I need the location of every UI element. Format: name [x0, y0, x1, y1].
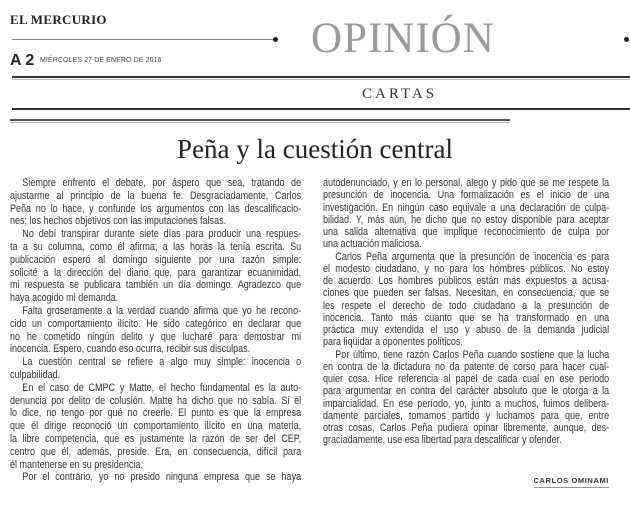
- text-line: Carlos Peña argumenta que la presunción de inocencia es para: [335, 250, 610, 263]
- text-line: para argumentar en contra del carácter absoluto que le otorga a la: [323, 385, 610, 398]
- brand-rule: [12, 39, 275, 40]
- text-line: Falta groseramente a la verdad cuando afirma que yo he recono-: [22, 304, 302, 317]
- text-line: práctica muy extendida el uso y abuso de la demanda judicial: [323, 324, 610, 336]
- text-line: una salida alternativa que implique reconocimiento de culpa por: [323, 226, 610, 238]
- text-line: en contra de la dictadura no da patente de corso para hacer cual-: [323, 360, 610, 373]
- text-line: haya acogido mi demanda.: [10, 292, 119, 305]
- subsection-title: CARTAS: [362, 86, 438, 102]
- text-line: otras cosas, Carlos Peña pudiera opinar libremente, aunque, des-: [323, 422, 610, 434]
- text-line: centro que él, además, preside. Era, en consecuencia, difícil para: [10, 445, 302, 458]
- section-title: OPINIÓN: [311, 15, 495, 62]
- text-line: solicité a la dirección del diario que, para garantizar ecuanimidad,: [10, 266, 302, 279]
- text-line: Por último, tiene razón Carlos Peña cuando sostiene que la lucha: [335, 348, 610, 361]
- text-line: mi respuesta se publicara también un día domingo. Agradezco que: [10, 279, 302, 292]
- text-line: damente parciales, tomamos partido y luchamos para que, entre: [323, 409, 610, 422]
- text-line: que él dirige reconoció un comportamiento ilícito en una materia,: [10, 420, 302, 433]
- text-line: ta a su columna, como él afirma; a las horas la tenía escrita. Su: [10, 240, 302, 253]
- divider: [12, 108, 630, 110]
- text-line: quier cosa. Hice referencia al papel de cada cual en ese periodo: [323, 373, 610, 385]
- text-line: No debí transpirar durante siete días para producir una respues-: [22, 228, 302, 241]
- divider: [12, 76, 630, 78]
- text-line: inocencia. Espero, cuando eso ocurra, recibir sus disculpas.: [10, 343, 251, 356]
- rule-dot: [273, 37, 278, 42]
- text-line: lo dice, no tengo por qué no creerle. El punto es que la empresa: [10, 407, 302, 420]
- author-signature: CARLOS OMINAMI: [534, 476, 609, 488]
- page-number: A 2: [10, 52, 35, 69]
- issue-date: MIÉRCOLES 27 DE ENERO DE 2016: [40, 57, 162, 64]
- text-line: Peña no lo hace, y confunde los argumentos con las descalificacio-: [10, 202, 302, 215]
- text-line: la libre competencia, que es justamente la razón de ser del CEP,: [10, 432, 302, 445]
- rule-dot: [624, 37, 629, 42]
- text-line: inocencia. Tanto más cuanto que se ha transformado en una: [323, 311, 610, 324]
- text-line: para liquidar a oponentes políticos.: [323, 336, 463, 349]
- text-line: denuncia por delito de colusión. Matte ha dicho que no sabía. Si él: [10, 394, 302, 407]
- text-line: culpabilidad.: [10, 368, 61, 381]
- text-line: Siempre enfrento el debate, por áspero que sea, tratando de: [22, 177, 302, 189]
- article-column-right: [323, 177, 609, 447]
- text-line: ciones que pueden ser falsas. Necesitan, en consecuencia, que se: [323, 287, 610, 300]
- text-line: no he cometido ningún delito y que lucharé para demostrar mi: [10, 330, 302, 343]
- text-line: En el caso de CMPC y Matte, el hecho fundamental es la auto-: [22, 381, 302, 394]
- text-line: de acuerdo. Los hombres públicos están más expuestos a acusa-: [323, 275, 610, 287]
- text-line: cido un comportamiento ilícito. He sido categórico en declarar que: [10, 317, 302, 330]
- text-line: graciadamente, use esa libertad para descalificar y ofender.: [323, 434, 562, 447]
- divider: [10, 119, 510, 121]
- article-headline: Peña y la cuestión central: [177, 134, 453, 164]
- text-line: autodenunciado, y en lo personal, alego y pido que se me respete la: [323, 177, 610, 189]
- text-line: él mantenerse en su presidencia.: [10, 458, 143, 471]
- newspaper-brand: EL MERCURIO: [10, 12, 107, 27]
- text-line: presunción de inocencia. Una formalización es el inicio de una: [323, 189, 610, 202]
- text-line: Por el contrario, yo no presido ninguna empresa que se haya: [22, 471, 302, 484]
- text-line: les respete el derecho de todo ciudadano a la presunción de: [323, 299, 610, 312]
- text-line: el modesto ciudadano, y no para los hombres públicos. No estoy: [323, 262, 610, 275]
- text-line: nes; los hechos objetivos con las imputaciones falsas.: [10, 215, 227, 228]
- text-line: imparcialidad. En ese período, yo, junto a muchos, fuimos delibera-: [323, 397, 610, 410]
- article-column-left: [10, 177, 301, 484]
- text-line: investigación. En ningún caso equivale a una declaración de culpa-: [323, 201, 610, 214]
- text-line: publicación esperó al domingo siguiente por una razón simple:: [10, 253, 302, 266]
- text-line: una actuación maliciosa.: [323, 238, 422, 251]
- text-line: bilidad. Y, más aún, he dicho que no estoy disponible para aceptar: [323, 213, 610, 226]
- text-line: ajustarme al principio de la buena fe. Desgraciadamente, Carlos: [10, 189, 302, 202]
- divider: [12, 79, 630, 80]
- divider: [10, 122, 510, 123]
- text-line: La cuestión central se refiere a algo muy simple: inocencia o: [22, 356, 302, 369]
